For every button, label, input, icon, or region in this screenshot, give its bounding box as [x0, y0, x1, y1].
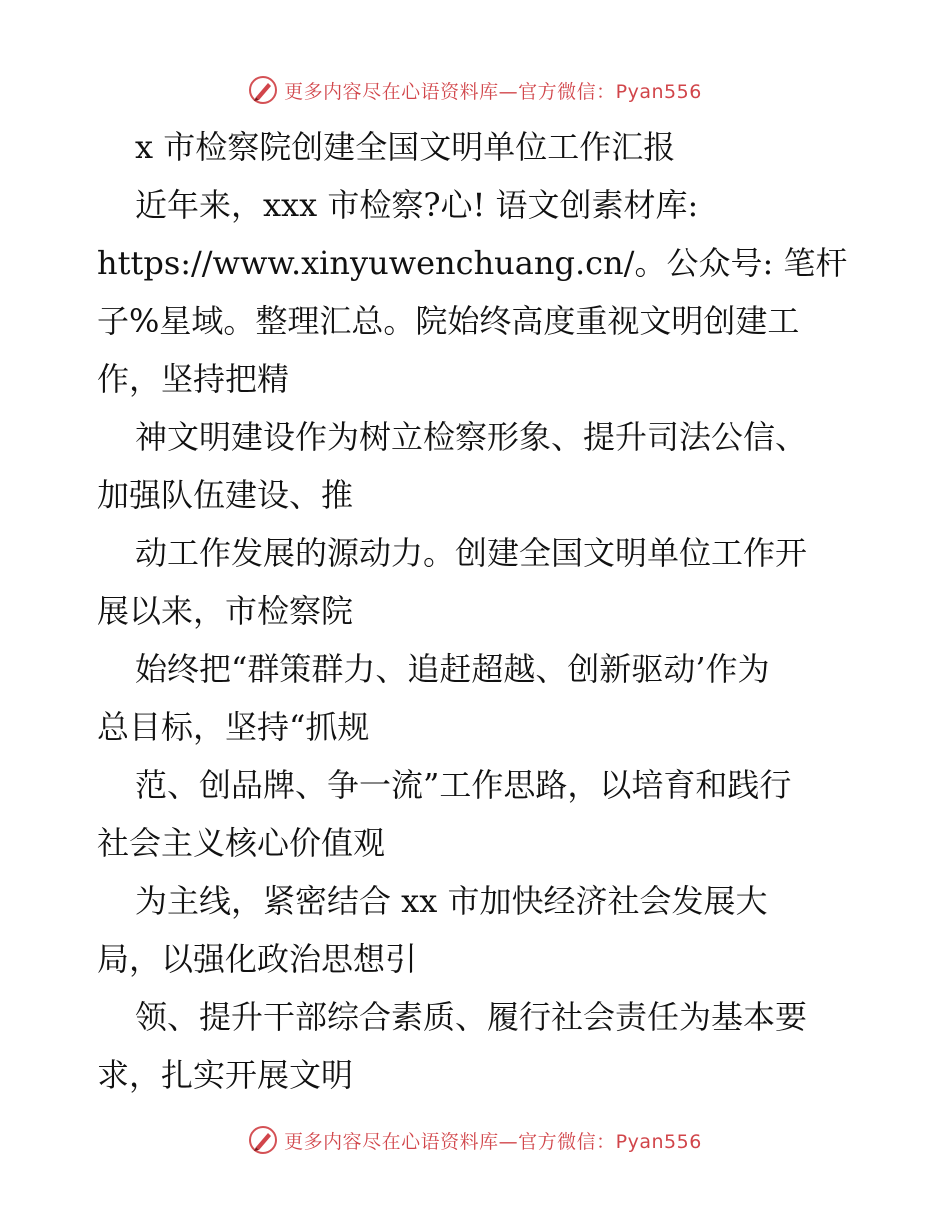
paragraph-line: https://www.xinyuwenchuang.cn/。公众号: 笔杆	[97, 244, 848, 282]
pen-logo-icon	[248, 75, 278, 105]
header-watermark-banner	[0, 70, 950, 110]
paragraph-line: 近年来，xxx 市检察?心! 语文创素材库:	[135, 186, 699, 224]
document-title: x 市检察院创建全国文明单位工作汇报	[135, 128, 676, 166]
paragraph-line: 子%星域。整理汇总。院始终高度重视文明创建工	[97, 302, 800, 340]
paragraph-line: 为主线，紧密结合 xx 市加快经济社会发展大	[135, 882, 768, 920]
footer-watermark-banner	[0, 1120, 950, 1160]
paragraph-line: 求，扎实开展文明	[97, 1056, 354, 1094]
paragraph-line: 动工作发展的源动力。创建全国文明单位工作开	[135, 534, 808, 572]
paragraph-line: 加强队伍建设、推	[97, 476, 354, 514]
document-body	[97, 118, 857, 1104]
paragraph-line: 展以来，市检察院	[97, 592, 354, 630]
paragraph-line: 社会主义核心价值观	[97, 824, 386, 862]
paragraph-line: 总目标，坚持“抓规	[97, 708, 370, 746]
paragraph-line: 始终把“群策群力、追赶超越、创新驱动’作为	[135, 650, 770, 688]
pen-logo-icon	[248, 1125, 278, 1155]
paragraph-line: 神文明建设作为树立检察形象、提升司法公信、	[135, 418, 808, 456]
banner-text: 更多内容尽在心语资料库—官方微信：Pyan556	[284, 80, 702, 103]
banner-text: 更多内容尽在心语资料库—官方微信：Pyan556	[284, 1130, 702, 1153]
paragraph-line: 领、提升干部综合素质、履行社会责任为基本要	[135, 998, 808, 1036]
paragraph-line: 范、创品牌、争一流”工作思路，以培育和践行	[135, 766, 792, 804]
paragraph-line: 局，以强化政治思想引	[97, 940, 418, 978]
paragraph-line: 作，坚持把精	[97, 360, 290, 398]
